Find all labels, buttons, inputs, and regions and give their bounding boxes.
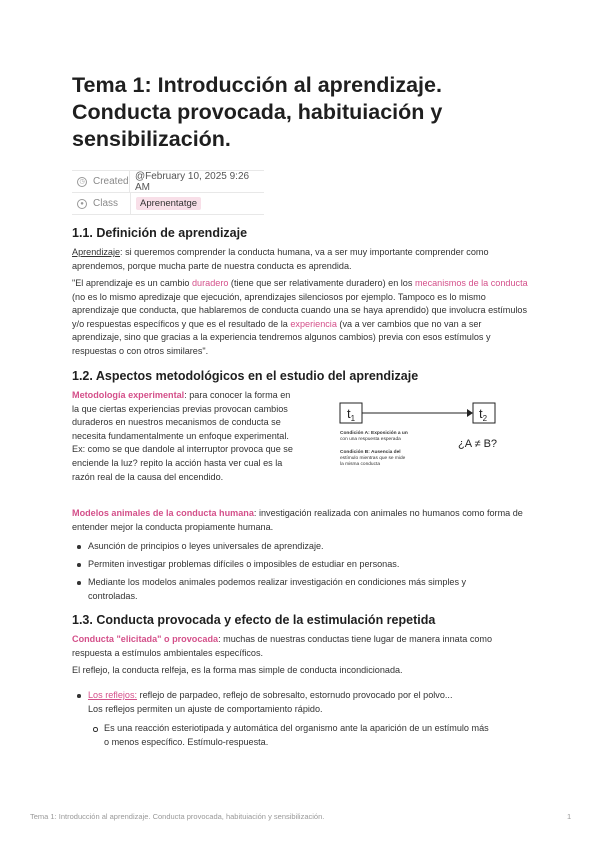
term: Aprendizaje (72, 247, 121, 257)
experiment-diagram (330, 392, 540, 488)
t1-label: $t_1$ (347, 406, 356, 423)
paragraph: Metodología experimental: para conocer la forma en la que ciertas experiencias previas provocan cambios duraderos en nuestros mecanismos de conducta se necesita fundamentalmente un enfoque experimental. Ex: como se que dandole al interruptor provoca que se enciende la luz? repito la acción hasta ver cual es la razón real de la causa del encendido. (72, 390, 293, 482)
bullet-dot (77, 581, 81, 585)
paragraph: Modelos animales de la conducta humana: investigación realizada con animales no humanos como forma de entender mejor la conducta propiamente humana. (72, 508, 523, 532)
note-b-title: Condición B: Ausencia del (340, 450, 401, 455)
property-key: Class (93, 198, 119, 209)
t2-label: $t_2$ (479, 406, 488, 423)
note-b-line: la misma conducta (340, 462, 380, 467)
section-heading-1-1: 1.1. Definición de aprendizaje (72, 226, 248, 240)
note-a-line: con una respuesta esperada (340, 437, 401, 442)
footer-title: Tema 1: Introducción al aprendizaje. Conducta provocada, habituiación y sensibilización. (30, 812, 325, 821)
arrow-head (467, 409, 473, 417)
section-heading-1-3: 1.3. Conducta provocada y efecto de la estimulación repetida (72, 613, 436, 627)
properties-table (72, 170, 264, 215)
term: Conducta "elicitada" o provocada (72, 634, 219, 644)
highlight: mecanismos de la conducta (414, 278, 528, 288)
paragraph: Conducta "elicitada" o provocada: muchas de nuestras conductas tiene lugar de manera innata como respuesta a estímulos ambientales específicos. (72, 634, 493, 658)
term: Metodología experimental (72, 390, 185, 400)
clock-icon: ◷ (77, 177, 87, 187)
paragraph: "El aprendizaje es un cambio duradero (tiene que ser relativamente duradero) en los mecanismos de la conducta (no es lo mismo apredizaje que ejecución, aprendizajes silenciosos por ejemplo. Tampoco es lo mismo aprendizaje que conducta, que hablaremos de conducta cuando una se haya aprendido) que involucra estímulos y/o respuestas específicos y que es el resultado de la experiencia (va a ver cambios que no van a ser aprendizaje, sino que gracias a la experiencia tendremos algunos cambios) previa con esos estímulos y respuestas o con otros similares". (72, 278, 528, 356)
note-a-title: Condición A: Exposición a un (340, 431, 408, 436)
tag-icon: ● (77, 199, 87, 209)
page-title: Tema 1: Introducción al aprendizaje. Conducta provocada, habituiación y sensibilización. (72, 73, 443, 151)
bullet-circle (93, 727, 98, 732)
term: Modelos animales de la conducta humana (72, 508, 254, 518)
highlight: experiencia (290, 318, 337, 329)
bullet-dot (77, 694, 81, 698)
paragraph: El reflejo, la conducta relfeja, es la forma mas simple de conducta incondicionada. (72, 665, 403, 675)
paragraph: Aprendizaje: si queremos comprender la conducta humana, va a ser muy importante comprender como aprendemos, porque mucha parte de nuestra conducta es aprendida. (72, 247, 489, 271)
bullet-dot (77, 545, 81, 549)
reflejos-link[interactable]: Los reflejos: (88, 690, 138, 700)
highlight: duradero (192, 278, 229, 288)
property-value: @February 10, 2025 9:26 AM (134, 170, 250, 193)
property-created (72, 171, 264, 193)
class-tag[interactable]: Aprenentatge (136, 197, 201, 210)
section-heading-1-2: 1.2. Aspectos metodológicos en el estudio del aprendizaje (72, 369, 419, 383)
question-label: ¿A ≠ B? (458, 438, 498, 450)
page-number: 1 (567, 812, 572, 821)
note-b-line: estímulo mientras que se mide (340, 456, 406, 461)
property-class (72, 193, 264, 215)
property-key: Created (93, 176, 129, 187)
bullet-dot (77, 563, 81, 567)
